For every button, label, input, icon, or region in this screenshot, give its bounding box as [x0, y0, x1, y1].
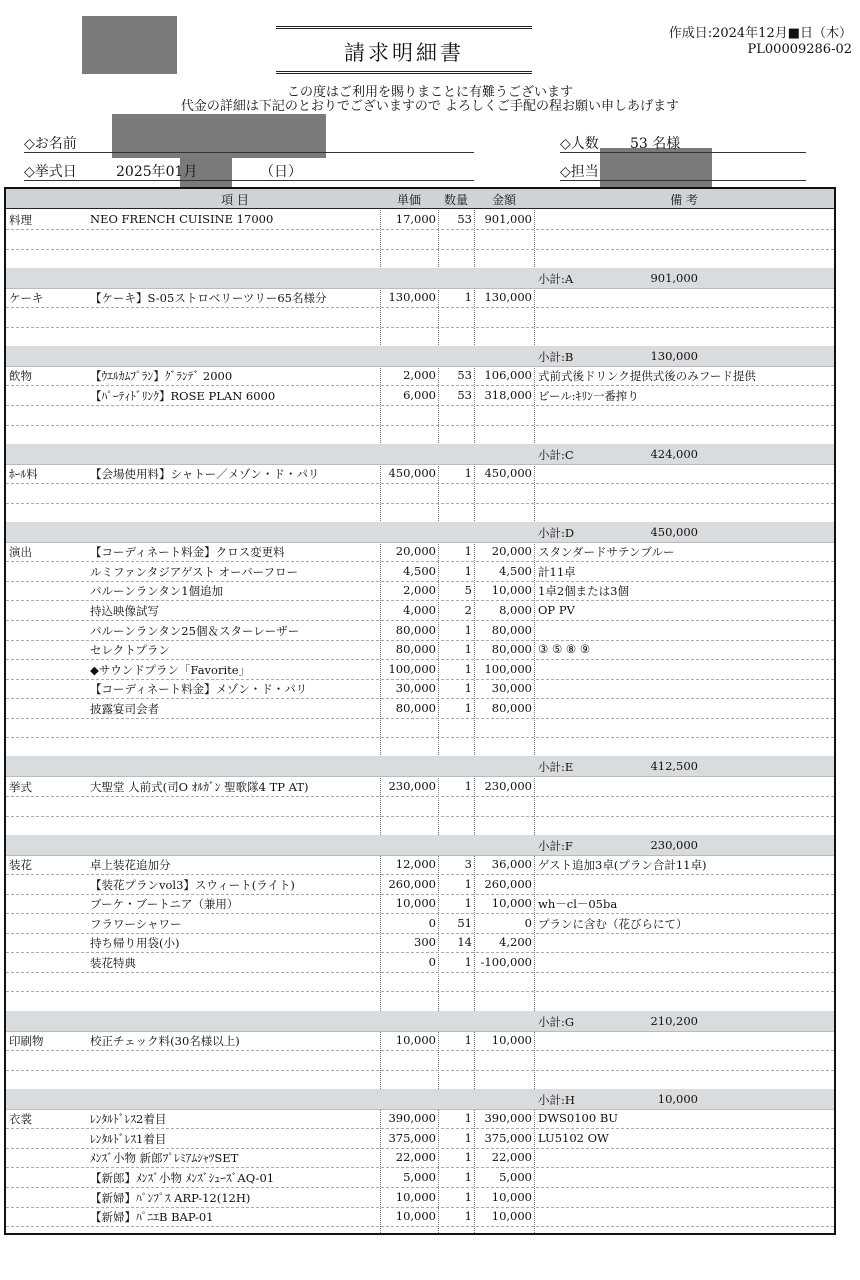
table-row — [6, 893, 834, 914]
item-cell: 【ｳｴﾙｶﾑﾌﾟﾗﾝ】ｸﾞﾗﾝﾃﾞ 2000 — [90, 369, 233, 384]
ceremony-date: 2025年01月 — [116, 164, 198, 180]
subtotal-value: 10,000 — [657, 1091, 698, 1106]
ceremony-weekday: （日） — [260, 164, 302, 180]
subtotal-label: 小計:D — [538, 525, 575, 540]
amount-cell: 318,000 — [484, 387, 532, 402]
invoice-table — [4, 187, 836, 1235]
table-row — [6, 287, 834, 308]
amount-cell: 10,000 — [491, 1033, 532, 1048]
note-cell: 1卓2個または3個 — [538, 584, 629, 599]
amount-cell: 80,000 — [491, 622, 532, 637]
subtotal-value: 450,000 — [650, 524, 698, 539]
amount-cell: 10,000 — [491, 583, 532, 598]
price-cell: 30,000 — [395, 681, 436, 696]
table-row — [6, 209, 834, 230]
category-cell: 演出 — [9, 545, 32, 560]
subtotal-label: 小計:G — [538, 1014, 575, 1029]
qty-cell: 1 — [464, 1169, 472, 1184]
price-cell: 17,000 — [395, 212, 436, 226]
table-row — [6, 659, 834, 680]
amount-cell: 130,000 — [484, 290, 532, 305]
table-row — [6, 874, 834, 895]
category-cell: 飲物 — [9, 369, 32, 384]
amount-cell: 10,000 — [491, 896, 532, 911]
amount-cell: 80,000 — [491, 700, 532, 715]
price-cell: 260,000 — [388, 876, 436, 891]
table-row — [6, 776, 834, 797]
header-item: 項 目 — [221, 193, 249, 207]
item-cell: バルーンランタン1個追加 — [90, 584, 224, 599]
category-cell: 挙式 — [9, 779, 32, 794]
table-row — [6, 326, 834, 347]
header-note: 備 考 — [670, 193, 698, 207]
note-cell: ビール:ｷﾘﾝ一番搾り — [538, 388, 639, 403]
item-cell: ◆サウンドプラン「Favorite」 — [90, 662, 251, 677]
table-row — [6, 541, 834, 562]
document-number: PL00009286-02 — [747, 42, 852, 57]
qty-cell: 1 — [464, 896, 472, 911]
amount-cell: 4,200 — [499, 935, 532, 950]
item-cell: 【ﾊﾟｰﾃｨﾄﾞﾘﾝｸ】ROSE PLAN 6000 — [90, 388, 276, 403]
item-cell: 【新郎】ﾒﾝｽﾞ小物 ﾒﾝｽﾞｼｭｰｽﾞAQ-01 — [90, 1170, 275, 1185]
table-row — [6, 1108, 834, 1129]
price-cell: 2,000 — [403, 583, 436, 598]
table-row — [6, 600, 834, 621]
subtotal-label: 小計:F — [538, 838, 573, 853]
price-cell: 10,000 — [395, 1209, 436, 1224]
amount-cell: 10,000 — [491, 1209, 532, 1224]
item-cell: 【会場使用料】シャトー／メゾン・ド・パリ — [90, 467, 320, 482]
table-row — [6, 796, 834, 817]
qty-cell: 1 — [464, 290, 472, 305]
price-cell: 80,000 — [395, 622, 436, 637]
price-cell: 450,000 — [388, 466, 436, 481]
ceremony-date-field — [24, 160, 474, 181]
price-cell: 390,000 — [388, 1111, 436, 1126]
category-cell: ﾎｰﾙ料 — [9, 467, 38, 482]
note-cell: ゲスト追加3卓(プラン合計11卓) — [538, 858, 707, 873]
subtotal-row — [6, 1011, 834, 1032]
qty-cell: 51 — [457, 915, 472, 930]
table-row — [6, 698, 834, 719]
item-cell: ﾒﾝｽﾞ小物 新郎ﾌﾟﾚﾐｱﾑｼｬﾂSET — [90, 1151, 239, 1166]
table-row — [6, 248, 834, 269]
table-row — [6, 1069, 834, 1090]
item-cell: 【コーディネート料金】メゾン・ド・パリ — [90, 682, 308, 697]
price-cell: 6,000 — [403, 387, 436, 402]
note-cell: wh－cl－05ba — [538, 897, 618, 912]
qty-cell: 1 — [464, 1150, 472, 1165]
intro-line-2: 代金の詳細は下記のとおりでございますので よろしくご手配の程お願い申しあげます — [180, 99, 680, 114]
qty-cell: 53 — [457, 387, 472, 402]
qty-cell: 1 — [464, 681, 472, 696]
table-row — [6, 1187, 834, 1208]
amount-cell: 0 — [524, 915, 532, 930]
qty-cell: 1 — [464, 466, 472, 481]
table-row — [6, 502, 834, 523]
item-cell: 装花特典 — [90, 955, 136, 970]
item-cell: NEO FRENCH CUISINE 17000 — [90, 212, 274, 226]
table-row — [6, 991, 834, 1012]
subtotal-label: 小計:A — [538, 271, 574, 286]
guests-value: 53 名様 — [630, 136, 681, 152]
subtotal-row — [6, 268, 834, 289]
table-row — [6, 1206, 834, 1227]
qty-cell: 1 — [464, 876, 472, 891]
table-row — [6, 229, 834, 250]
price-cell: 10,000 — [395, 1189, 436, 1204]
item-cell: ﾚﾝﾀﾙﾄﾞﾚｽ1着目 — [90, 1131, 167, 1146]
amount-cell: 36,000 — [491, 857, 532, 872]
subtotal-label: 小計:H — [538, 1092, 575, 1107]
qty-cell: 53 — [457, 368, 472, 383]
item-cell: 【新婦】ﾊﾟﾝﾌﾟｽ ARP-12(12H) — [90, 1190, 251, 1205]
price-cell: 10,000 — [395, 896, 436, 911]
price-cell: 375,000 — [388, 1130, 436, 1145]
subtotal-row — [6, 346, 834, 367]
name-label: ◇お名前 — [24, 136, 77, 152]
qty-cell: 1 — [464, 1130, 472, 1145]
ceremony-label: ◇挙式日 — [24, 164, 77, 180]
amount-cell: 22,000 — [491, 1150, 532, 1165]
price-cell: 130,000 — [388, 290, 436, 305]
header-amount: 金額 — [491, 193, 516, 207]
item-cell: 【装花プランvol3】スウィート(ライト) — [90, 877, 295, 892]
amount-cell: 106,000 — [484, 368, 532, 383]
guests-label: ◇人数 — [560, 136, 599, 152]
table-row — [6, 854, 834, 875]
name-field — [24, 132, 474, 153]
table-row — [6, 815, 834, 836]
item-cell: バルーンランタン25個＆スターレーザー — [90, 623, 300, 638]
item-cell: 【新婦】ﾊﾟﾆｴB BAP-01 — [90, 1210, 214, 1225]
table-row — [6, 952, 834, 973]
qty-cell: 1 — [464, 954, 472, 969]
qty-cell: 1 — [464, 1209, 472, 1224]
created-date: 作成日:2024年12月■日（木） — [668, 26, 852, 41]
table-row — [6, 913, 834, 934]
title-frame — [276, 26, 532, 74]
qty-cell: 2 — [464, 603, 472, 617]
staff-label: ◇担当 — [560, 164, 599, 180]
amount-cell: 450,000 — [484, 466, 532, 481]
amount-cell: 20,000 — [491, 544, 532, 559]
note-cell: プランに含む（花びらにて） — [538, 916, 688, 931]
qty-cell: 1 — [464, 544, 472, 559]
amount-cell: 8,000 — [499, 603, 532, 617]
category-cell: ケーキ — [9, 291, 44, 306]
price-cell: 100,000 — [388, 661, 436, 676]
staff-field — [560, 160, 806, 181]
qty-cell: 1 — [464, 642, 472, 657]
qty-cell: 1 — [464, 1033, 472, 1048]
amount-cell: 80,000 — [491, 642, 532, 657]
item-cell: 持込映像試写 — [90, 604, 159, 618]
table-row — [6, 1147, 834, 1168]
table-row — [6, 580, 834, 601]
subtotal-value: 424,000 — [650, 446, 698, 461]
category-cell: 印刷物 — [9, 1034, 44, 1049]
item-cell: セレクトプラン — [90, 643, 170, 658]
item-cell: 大聖堂 人前式(司O ｵﾙｶﾞﾝ 聖歌隊4 TP AT) — [90, 779, 309, 794]
amount-cell: 30,000 — [491, 681, 532, 696]
price-cell: 300 — [414, 935, 436, 950]
table-header — [6, 189, 834, 209]
amount-cell: 230,000 — [484, 778, 532, 793]
note-cell: OP PV — [538, 603, 575, 617]
qty-cell: 1 — [464, 700, 472, 715]
table-row — [6, 463, 834, 484]
amount-cell: 375,000 — [484, 1130, 532, 1145]
price-cell: 0 — [428, 915, 436, 930]
amount-cell: -100,000 — [480, 954, 532, 969]
created-info — [669, 26, 852, 58]
subtotal-row — [6, 522, 834, 543]
table-row — [6, 424, 834, 445]
qty-cell: 3 — [464, 857, 472, 872]
qty-cell: 1 — [464, 661, 472, 676]
note-cell: 式前式後ドリンク提供式後のみフード提供 — [538, 369, 756, 384]
amount-cell: 901,000 — [484, 212, 532, 226]
subtotal-value: 901,000 — [650, 270, 698, 285]
table-row — [6, 639, 834, 660]
table-row — [6, 1050, 834, 1071]
subtotal-value: 230,000 — [650, 837, 698, 852]
item-cell: 披露宴司会者 — [90, 701, 159, 716]
amount-cell: 10,000 — [491, 1189, 532, 1204]
amount-cell: 390,000 — [484, 1111, 532, 1126]
price-cell: 4,000 — [403, 603, 436, 617]
note-cell: スタンダードサテンブルー — [538, 545, 675, 560]
qty-cell: 1 — [464, 563, 472, 578]
item-cell: 卓上装花追加分 — [90, 858, 171, 873]
table-row — [6, 1167, 834, 1188]
note-cell: LU5102 OW — [538, 1130, 609, 1145]
subtotal-label: 小計:C — [538, 447, 574, 462]
subtotal-row — [6, 835, 834, 856]
item-cell: 校正チェック料(30名様以上) — [90, 1034, 240, 1049]
price-cell: 5,000 — [403, 1169, 436, 1184]
item-cell: ﾚﾝﾀﾙﾄﾞﾚｽ2着目 — [90, 1112, 167, 1127]
amount-cell: 260,000 — [484, 876, 532, 891]
subtotal-value: 412,500 — [650, 759, 698, 774]
table-row — [6, 932, 834, 953]
subtotal-label: 小計:E — [538, 760, 574, 775]
qty-cell: 5 — [464, 583, 472, 598]
item-cell: 持ち帰り用袋(小) — [90, 936, 180, 951]
table-row — [6, 1030, 834, 1051]
table-row — [6, 483, 834, 504]
table-row — [6, 971, 834, 992]
table-row — [6, 307, 834, 328]
price-cell: 20,000 — [395, 544, 436, 559]
table-row — [6, 678, 834, 699]
category-cell: 衣裳 — [9, 1112, 32, 1127]
price-cell: 10,000 — [395, 1033, 436, 1048]
price-cell: 80,000 — [395, 700, 436, 715]
subtotal-label: 小計:B — [538, 349, 574, 364]
subtotal-row — [6, 1089, 834, 1110]
table-row — [6, 1128, 834, 1149]
item-cell: ブーケ・ブートニア（兼用） — [90, 897, 239, 912]
price-cell: 12,000 — [395, 857, 436, 872]
table-row — [6, 405, 834, 426]
qty-cell: 1 — [464, 622, 472, 637]
table-row — [6, 385, 834, 406]
subtotal-row — [6, 756, 834, 777]
table-row — [6, 737, 834, 758]
subtotal-value: 210,200 — [650, 1013, 698, 1028]
price-cell: 230,000 — [388, 778, 436, 793]
item-cell: フラワーシャワー — [90, 916, 182, 931]
page-title: 請求明細書 — [344, 41, 464, 65]
header-price: 単価 — [396, 193, 421, 207]
note-cell: ③ ⑤ ⑧ ⑨ — [538, 642, 591, 657]
item-cell: 【コーディネート料金】クロス変更料 — [90, 545, 285, 560]
table-row — [6, 365, 834, 386]
price-cell: 0 — [428, 954, 436, 969]
note-cell: DWS0100 BU — [538, 1111, 618, 1126]
qty-cell: 1 — [464, 1189, 472, 1204]
price-cell: 2,000 — [403, 368, 436, 383]
category-cell: 装花 — [9, 858, 32, 873]
amount-cell: 5,000 — [499, 1169, 532, 1184]
qty-cell: 53 — [457, 212, 472, 226]
qty-cell: 1 — [464, 778, 472, 793]
table-row — [6, 620, 834, 641]
header-qty: 数量 — [443, 193, 468, 207]
redaction-block-logo — [82, 16, 177, 74]
table-row — [6, 717, 834, 738]
note-cell: 計11卓 — [538, 564, 576, 579]
category-cell: 料理 — [9, 213, 32, 227]
intro-line-1: この度はご利用を賜りまことに有難うございます — [286, 85, 573, 100]
item-cell: ルミファンタジアゲスト オーバーフロー — [90, 564, 299, 579]
amount-cell: 100,000 — [484, 661, 532, 676]
table-row — [6, 561, 834, 582]
subtotal-row — [6, 444, 834, 465]
item-cell: 【ケーキ】S-05ストロベリーツリー65名様分 — [90, 291, 327, 306]
subtotal-value: 130,000 — [650, 348, 698, 363]
price-cell: 4,500 — [403, 563, 436, 578]
price-cell: 22,000 — [395, 1150, 436, 1165]
qty-cell: 1 — [464, 1111, 472, 1126]
qty-cell: 14 — [457, 935, 472, 950]
price-cell: 80,000 — [395, 642, 436, 657]
amount-cell: 4,500 — [499, 563, 532, 578]
guests-field — [560, 132, 806, 153]
